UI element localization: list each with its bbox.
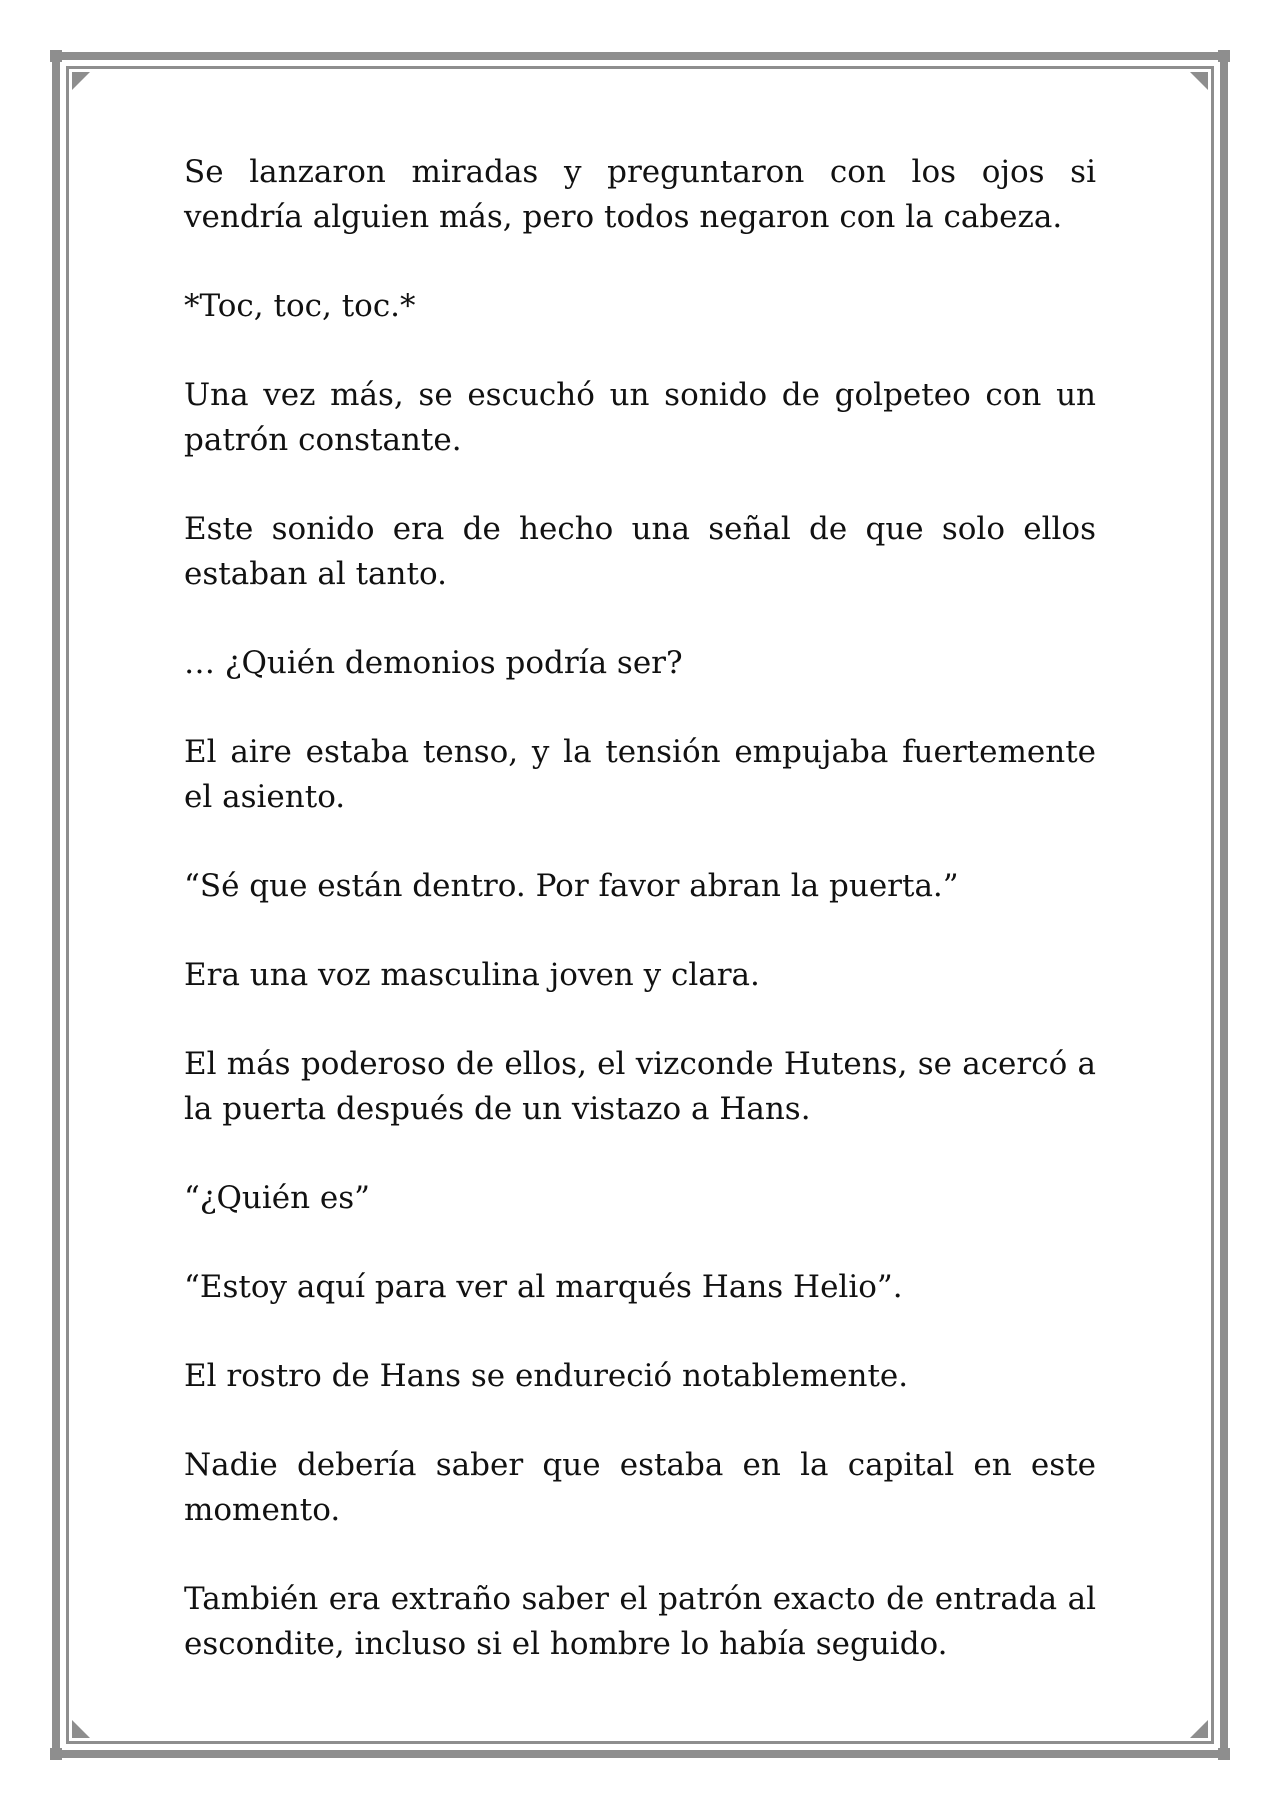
paragraph: Era una voz masculina joven y clara.: [184, 957, 760, 993]
paragraph: El más poderoso de ellos, el vizconde Hutens, se acercó a la puerta después de un vistazo a Hans.: [184, 1046, 1096, 1127]
paragraph: Se lanzaron miradas y preguntaron con los ojos si vendría alguien más, pero todos negaron con la cabeza.: [184, 154, 1096, 235]
paragraph: También era extraño saber el patrón exacto de entrada al escondite, incluso si el hombre lo había seguido.: [184, 1581, 1096, 1662]
corner-ornament-top-left: [50, 50, 62, 62]
paragraph: “Sé que están dentro. Por favor abran la puerta.”: [184, 868, 959, 904]
paragraph: El aire estaba tenso, y la tensión empujaba fuertemente el asiento.: [184, 734, 1096, 815]
paragraph: El rostro de Hans se endureció notablemente.: [184, 1358, 909, 1394]
paragraph: Nadie debería saber que estaba en la capital en este momento.: [184, 1447, 1096, 1528]
paragraph: … ¿Quién demonios podría ser?: [184, 645, 683, 681]
paragraph: *Toc, toc, toc.*: [184, 288, 416, 324]
corner-triangle-bottom-right: [1190, 1720, 1208, 1738]
corner-ornament-bottom-left: [50, 1748, 62, 1760]
paragraph: Una vez más, se escuchó un sonido de golpeteo con un patrón constante.: [184, 377, 1096, 458]
paragraph: “Estoy aquí para ver al marqués Hans Helio”.: [184, 1269, 903, 1305]
corner-ornament-top-right: [1218, 50, 1230, 62]
page-body: [184, 150, 1096, 1711]
paragraph: “¿Quién es”: [184, 1180, 371, 1216]
corner-triangle-bottom-left: [72, 1720, 90, 1738]
corner-ornament-bottom-right: [1218, 1748, 1230, 1760]
corner-triangle-top-left: [72, 72, 90, 90]
corner-triangle-top-right: [1190, 72, 1208, 90]
paragraph: Este sonido era de hecho una señal de que solo ellos estaban al tanto.: [184, 511, 1096, 592]
